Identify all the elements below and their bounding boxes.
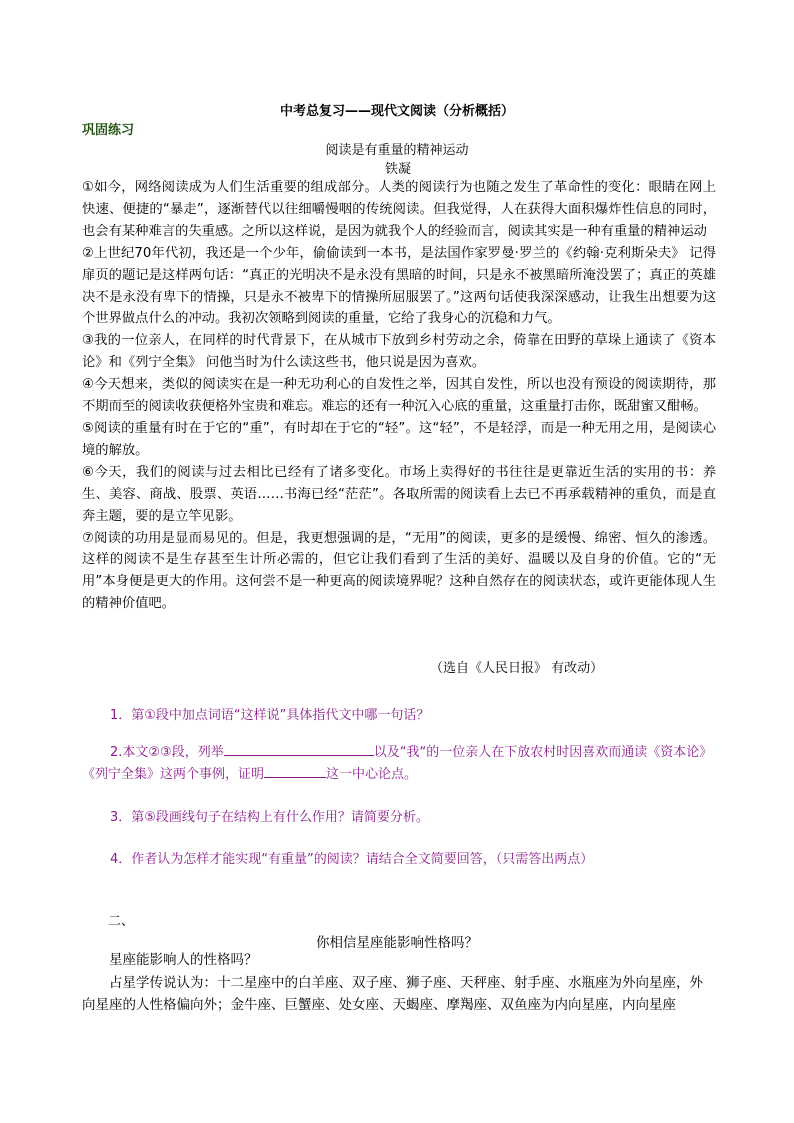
paragraph-7: ⑦阅读的功用是显而易见的。但是，我更想强调的是，“无用”的阅读，更多的是缓慢、绵密、恒久的渗透。这样的阅读不是生存甚至生计所必需的，但它让我们看到了生活的美好、温暖以及自身的价值。它的“无用”本身便是更大的作用。这何尝不是一种更高的阅读境界呢？这种自然存在的阅读状态，或许更能体现人生的精神价值吧。 xyxy=(82,530,716,612)
paragraph-1: ①如今，网络阅读成为人们生活重要的组成部分。人类的阅读行为也随之发生了革命性的变化：眼睛在网上快速、便捷的“暴走”，逐渐替代以往细嚼慢咽的传统阅读。但我觉得，人在获得大面积爆炸性信息的同时，也会有某种难言的失重感。之所以这样说，是因为就我个人的经验而言，阅读其实是一种有重量的精神运动 xyxy=(82,180,716,239)
question-2-part-a: 2.本文②③段，列举 xyxy=(110,745,224,760)
article-source: （选自《人民日报》 有改动） xyxy=(430,661,604,676)
document-title: 中考总复习——现代文阅读（分析概括） xyxy=(279,104,514,119)
question-2-part-c: 这一中心论点。 xyxy=(326,767,418,782)
question-2 xyxy=(82,742,716,786)
article-body xyxy=(82,177,716,615)
paragraph-3: ③我的一位亲人，在同样的时代背景下，在从城市下放到乡村劳动之余，倚靠在田野的草垛上通读了《资本论》和《列宁全集》 问他当时为什么读这些书，他只说是因为喜欢。 xyxy=(82,333,716,371)
paragraph-4: ④今天想来，类似的阅读实在是一种无功利心的自发性之举，因其自发性，所以也没有预设的阅读期待，那不期而至的阅读收获便格外宝贵和难忘。难忘的还有一种沉入心底的重量，这重量打击你，既甜蜜又酣畅。 xyxy=(82,377,716,415)
question-3: 3．第⑤段画线句子在结构上有什么作用？请简要分析。 xyxy=(110,810,429,825)
question-1: 1．第①段中加点词语“这样说”具体指代文中哪一句话？ xyxy=(110,708,430,723)
section-2-body xyxy=(82,949,716,1017)
section-label: 巩固练习 xyxy=(82,123,135,138)
question-2-part-b: 以及“我“的一位亲人在下放农村时因喜欢而通读《资本论》《列宁全集》这两个事例，证明 xyxy=(82,745,713,782)
question-4: 4．作者认为怎样才能实现“有重量”的阅读？请结合全文简要回答，（只需答出两点） xyxy=(110,852,594,867)
section-2-title: 你相信星座能影响性格吗？ xyxy=(316,935,478,951)
section-2-paragraph-1: 星座能影响人的性格吗？ xyxy=(109,952,258,968)
article-author: 铁凝 xyxy=(385,162,412,177)
answer-blank-2[interactable] xyxy=(264,764,326,778)
paragraph-5: ⑤阅读的重量有时在于它的“重”，有时却在于它的“轻”。这“轻”，不是轻浮，而是一种无用之用，是阅读心境的解放。 xyxy=(82,420,716,458)
article-title: 阅读是有重量的精神运动 xyxy=(325,143,469,158)
answer-blank-1[interactable] xyxy=(224,742,374,756)
paragraph-6: ⑥今天，我们的阅读与过去相比已经有了诸多变化。市场上卖得好的书往往是更靠近生活的实用的书：养生、美容、商战、股票、英语……书海已经“茫茫”。各取所需的阅读看上去已不再承载精神的重负，而是直奔主题，要的是立竿见影。 xyxy=(82,464,716,524)
section-2-label: 二、 xyxy=(108,914,135,929)
section-2-paragraph-2: 占星学传说认为：十二星座中的白羊座、双子座、狮子座、天秤座、射手座、水瓶座为外向星座，外向星座的人性格偏向外；金牛座、巨蟹座、处女座、天蝎座、摩羯座、双鱼座为内向星座，内向星座 xyxy=(82,974,703,1013)
paragraph-2: ②上世纪70年代初，我还是一个少年，偷偷读到一本书，是法国作家罗曼·罗兰的《约翰·克利斯朵夫》 记得扉页的题记是这样两句话：“真正的光明决不是永没有黑暗的时间，只是永不被黑暗所淹没罢了；真正的英雄决不是永没有卑下的情操，只是永不被卑下的情操所屈服罢了。”这两句话使我深深感动，让我生出想要为这个世界做点什么的冲动。我初次领略到阅读的重量，它给了我身心的沉稳和力气。 xyxy=(82,245,716,327)
